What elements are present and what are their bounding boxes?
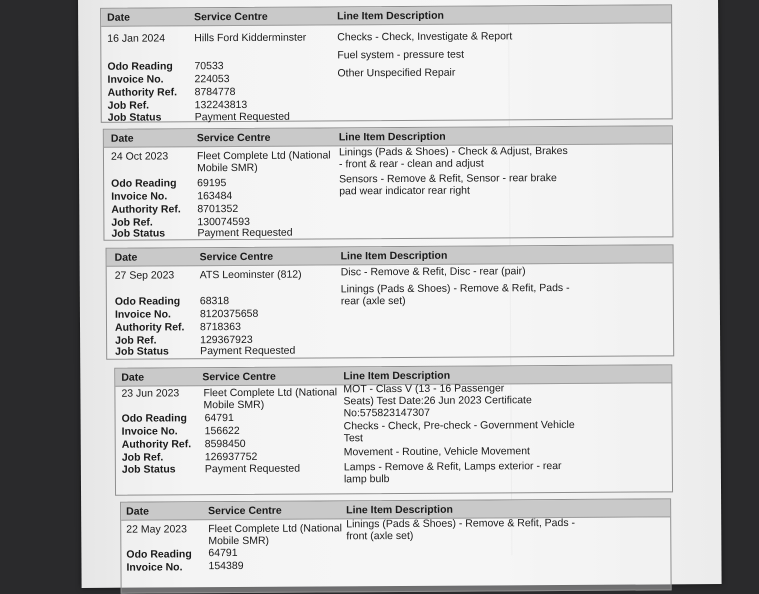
odo-value: 69195 xyxy=(197,177,227,190)
header-date: Date xyxy=(114,251,138,264)
job-status-value: Payment Requested xyxy=(194,110,290,124)
header-date: Date xyxy=(126,505,149,518)
invoice-label: Invoice No. xyxy=(107,73,164,86)
header-date: Date xyxy=(121,371,145,384)
line-item: Lamps - Remove & Refit, Lamps exterior - rear lamp bulb xyxy=(343,460,562,486)
job-ref-label: Job Ref. xyxy=(111,216,153,229)
job-status-label: Job Status xyxy=(107,111,162,124)
job-status-label: Job Status xyxy=(111,227,166,240)
job-status-value: Payment Requested xyxy=(204,462,301,476)
service-record-card xyxy=(103,125,674,240)
record-date: 27 Sep 2023 xyxy=(114,269,175,282)
header-line-item: Line Item Description xyxy=(338,130,446,144)
authority-label: Authority Ref. xyxy=(107,86,178,99)
job-ref-value: 126937752 xyxy=(204,450,258,464)
job-status-value: Payment Requested xyxy=(197,226,293,240)
authority-value: 8598450 xyxy=(204,437,246,451)
job-ref-value: 130074593 xyxy=(197,215,250,229)
line-item: Sensors - Remove & Refit, Sensor - rear brake pad wear indicator rear right xyxy=(339,172,557,198)
card-header xyxy=(107,245,673,266)
line-item: Other Unspecified Repair xyxy=(337,66,456,80)
odo-label: Odo Reading xyxy=(111,177,177,190)
card-header xyxy=(101,5,671,26)
service-record-card xyxy=(120,498,672,593)
record-date: 22 May 2023 xyxy=(126,523,188,536)
invoice-value: 154389 xyxy=(208,559,244,573)
record-service-centre: Fleet Complete Ltd (National Mobile SMR) xyxy=(203,386,338,412)
invoice-label: Invoice No. xyxy=(114,308,171,321)
invoice-value: 224053 xyxy=(194,73,230,86)
record-service-centre: Fleet Complete Ltd (National Mobile SMR) xyxy=(196,149,331,175)
record-service-centre: ATS Leominster (812) xyxy=(199,268,302,282)
header-service-centre: Service Centre xyxy=(199,250,274,264)
job-status-label: Job Status xyxy=(121,463,176,476)
odo-label: Odo Reading xyxy=(126,548,192,561)
authority-value: 8701352 xyxy=(197,202,239,216)
line-item: Linings (Pads & Shoes) - Remove & Refit, Pads - front (axle set) xyxy=(346,516,576,543)
authority-value: 8718363 xyxy=(199,320,241,334)
header-line-item: Line Item Description xyxy=(337,9,444,23)
invoice-label: Invoice No. xyxy=(111,190,168,203)
invoice-value: 156622 xyxy=(204,424,240,438)
job-status-label: Job Status xyxy=(115,345,169,358)
header-service-centre: Service Centre xyxy=(208,504,282,518)
header-line-item: Line Item Description xyxy=(346,503,453,517)
service-record-card xyxy=(106,244,675,359)
header-line-item: Line Item Description xyxy=(340,249,448,263)
job-ref-value: 129367923 xyxy=(200,333,253,347)
line-item: Fuel system - pressure test xyxy=(337,48,465,62)
odo-label: Odo Reading xyxy=(114,295,181,308)
service-record-card xyxy=(114,364,673,495)
service-history-page xyxy=(78,0,722,588)
line-item: MOT - Class V (13 - 16 Passenger Seats) Test Date:26 Jun 2023 Certificate No:575823147307 xyxy=(343,382,532,420)
invoice-label: Invoice No. xyxy=(121,425,178,438)
odo-value: 64791 xyxy=(208,546,238,560)
record-date: 16 Jan 2024 xyxy=(107,32,166,45)
line-item: Movement - Routine, Vehicle Movement xyxy=(343,445,530,459)
service-record-card xyxy=(100,4,673,122)
header-date: Date xyxy=(107,11,130,24)
line-item: Checks - Check, Investigate & Report xyxy=(337,30,513,44)
job-ref-label: Job Ref. xyxy=(107,99,150,112)
authority-label: Authority Ref. xyxy=(111,203,181,216)
line-item: Linings (Pads & Shoes) - Remove & Refit, Pads - rear (axle set) xyxy=(340,281,570,308)
record-date: 24 Oct 2023 xyxy=(110,150,169,163)
header-date: Date xyxy=(110,132,134,145)
header-service-centre: Service Centre xyxy=(202,370,276,384)
job-status-value: Payment Requested xyxy=(200,344,296,358)
line-item: Disc - Remove & Refit, Disc - rear (pair) xyxy=(340,265,526,279)
header-line-item: Line Item Description xyxy=(343,369,451,383)
job-ref-value: 132243813 xyxy=(194,98,248,112)
invoice-value: 8120375658 xyxy=(199,307,259,321)
authority-label: Authority Ref. xyxy=(114,321,185,334)
card-header xyxy=(104,126,672,147)
record-service-centre: Fleet Complete Ltd (National Mobile SMR) xyxy=(208,522,342,548)
odo-value: 70533 xyxy=(194,60,224,73)
odo-label: Odo Reading xyxy=(107,60,173,73)
record-date: 23 Jun 2023 xyxy=(121,387,180,400)
odo-label: Odo Reading xyxy=(121,412,187,425)
header-service-centre: Service Centre xyxy=(194,10,268,24)
header-service-centre: Service Centre xyxy=(196,131,271,145)
invoice-value: 163484 xyxy=(197,190,233,203)
invoice-label: Invoice No. xyxy=(126,561,183,574)
line-item: Checks - Check, Pre-check - Government Vehicle Test xyxy=(343,418,575,445)
odo-value: 68318 xyxy=(199,295,230,308)
authority-value: 8784778 xyxy=(194,85,236,99)
authority-label: Authority Ref. xyxy=(121,438,192,451)
job-ref-label: Job Ref. xyxy=(121,451,164,464)
job-ref-label: Job Ref. xyxy=(115,334,157,347)
line-item: Linings (Pads & Shoes) - Check & Adjust, Brakes - front & rear - clean and adjust xyxy=(338,144,568,171)
record-service-centre: Hills Ford Kidderminster xyxy=(194,31,307,45)
odo-value: 64791 xyxy=(204,412,234,425)
